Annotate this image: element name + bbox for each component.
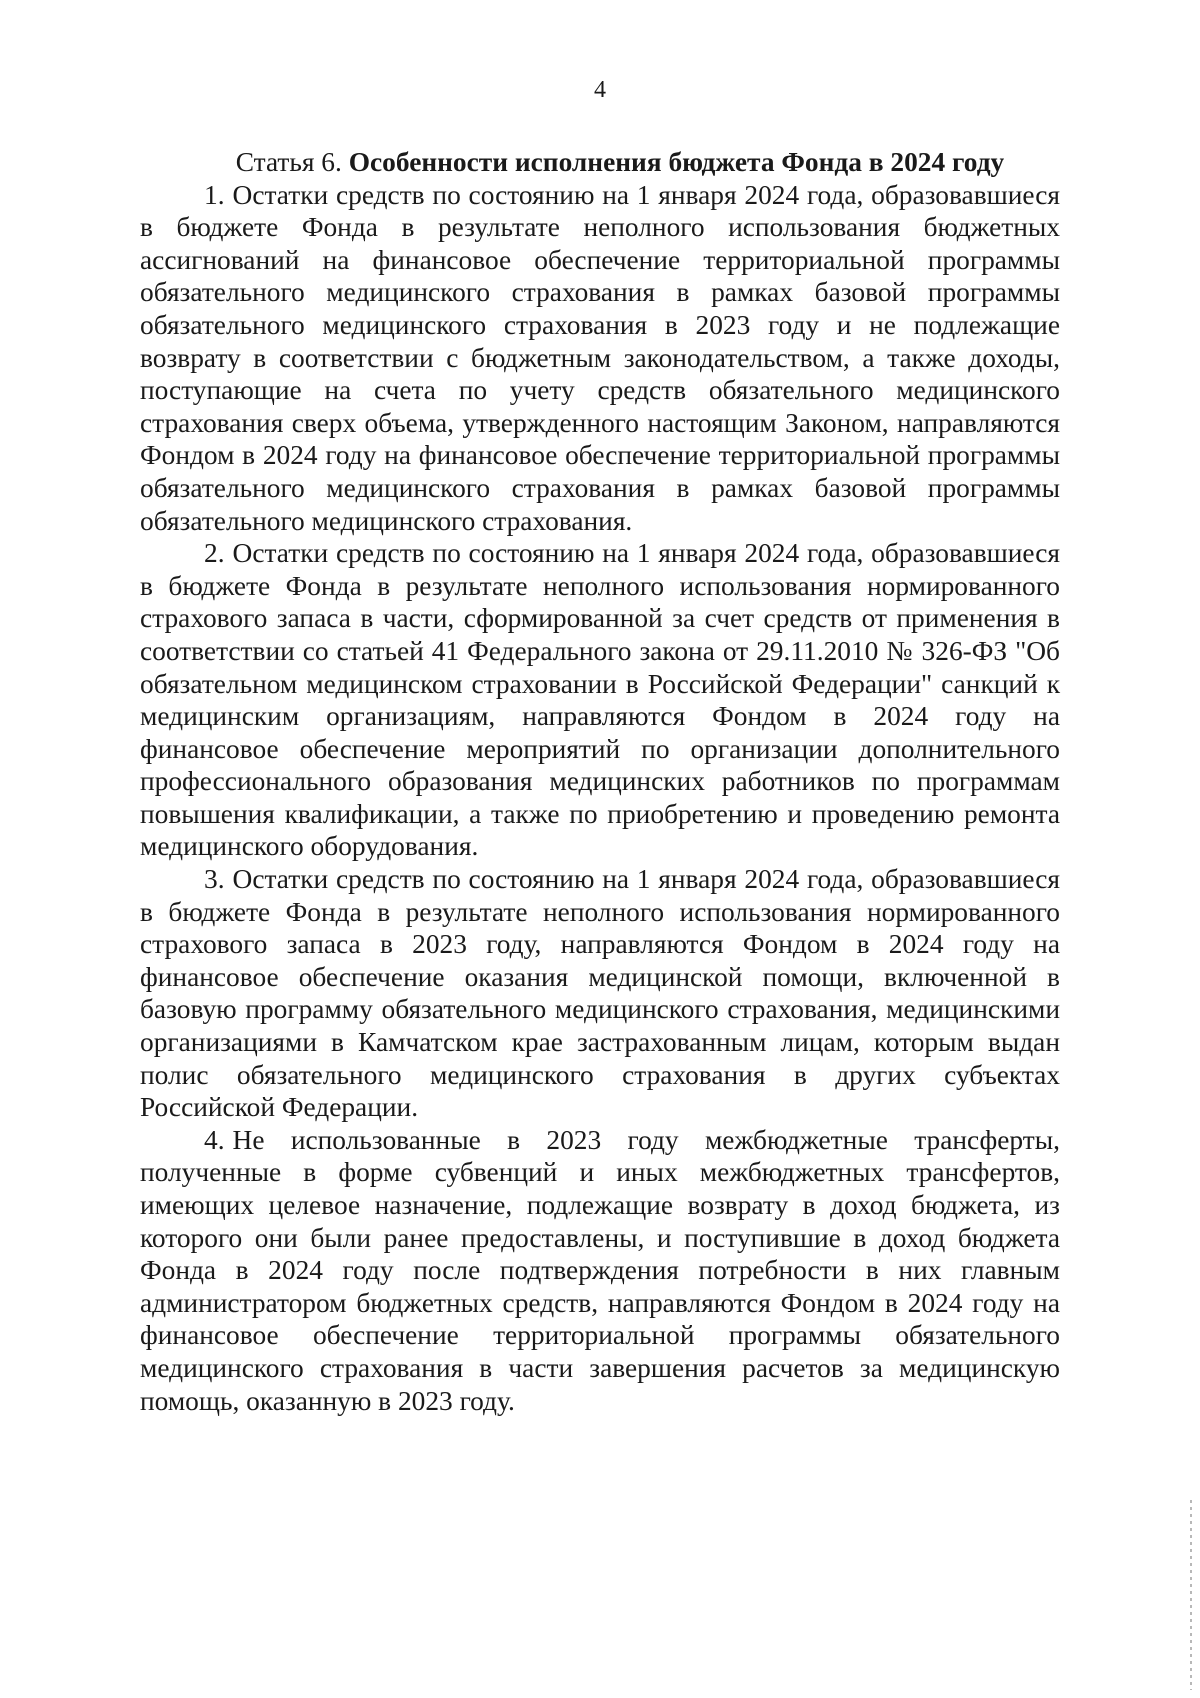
paragraph-3 bbox=[140, 863, 1060, 1124]
paragraph-4 bbox=[140, 1124, 1060, 1417]
scan-edge-marks bbox=[1190, 1500, 1192, 1690]
article-title: Особенности исполнения бюджета Фонда в 2024 году bbox=[348, 147, 1005, 177]
paragraph-number: 4. bbox=[204, 1124, 225, 1155]
paragraph-number: 3. bbox=[204, 864, 225, 895]
paragraph-2 bbox=[140, 537, 1060, 863]
paragraph-text: Остатки средств по состоянию на 1 января 2024 года, образовавшиеся в бюджете Фонда в результате неполного использования нормированного страхового запаса в части, сформированной за счет средств от применения в соответствии со статьей 41 Федерального закона от 29.11.2010 № 326-ФЗ "Об обязательном медицинском страховании в Российской Федерации" санкций к медицинским организациям, направляются Фондом в 2024 году на финансовое обеспечение мероприятий по организации дополнительного профессионального образования медицинских работников по программам повышения квалификации, а также по приобретению и проведению ремонта медицинского оборудования. bbox=[140, 538, 1060, 862]
paragraph-text: Не использованные в 2023 году межбюджетные трансферты, полученные в форме субвенций и иных межбюджетных трансфертов, имеющих целевое назначение, подлежащие возврату в доход бюджета, из которого они были ранее предоставлены, и поступившие в доход бюджета Фонда в 2024 году после подтверждения потребности в них главным администратором бюджетных средств, направляются Фондом в 2024 году на финансовое обеспечение территориальной программы обязательного медицинского страхования в части завершения расчетов за медицинскую помощь, оказанную в 2023 году. bbox=[140, 1124, 1060, 1416]
paragraph-number: 1. bbox=[204, 179, 225, 210]
paragraph-text: Остатки средств по состоянию на 1 января 2024 года, образовавшиеся в бюджете Фонда в результате неполного использования бюджетных ассигнований на финансовое обеспечение территориальной программы обязательного медицинского страхования в рамках базовой программы обязательного медицинского страхования в 2023 году и не подлежащие возврату в соответствии с бюджетным законодательством, а также доходы, поступающие на счета по учету средств обязательного медицинского страхования сверх объема, утвержденного настоящим Законом, направляются Фондом в 2024 году на финансовое обеспечение территориальной программы обязательного медицинского страхования в рамках базовой программы обязательного медицинского страхования. bbox=[140, 179, 1060, 536]
paragraph-number: 2. bbox=[204, 538, 225, 569]
paragraph-text: Остатки средств по состоянию на 1 января 2024 года, образовавшиеся в бюджете Фонда в результате неполного использования нормированного страхового запаса в 2023 году, направляются Фондом в 2024 году на финансовое обеспечение оказания медицинской помощи, включенной в базовую программу обязательного медицинского страхования, медицинскими организациями в Камчатском крае застрахованным лицам, которым выдан полис обязательного медицинского страхования в других субъектах Российской Федерации. bbox=[140, 864, 1060, 1123]
document-body bbox=[140, 146, 1060, 1417]
article-heading bbox=[140, 146, 1060, 179]
paragraph-1 bbox=[140, 179, 1060, 538]
page-number: 4 bbox=[594, 77, 606, 103]
article-label: Статья 6. bbox=[235, 147, 342, 177]
